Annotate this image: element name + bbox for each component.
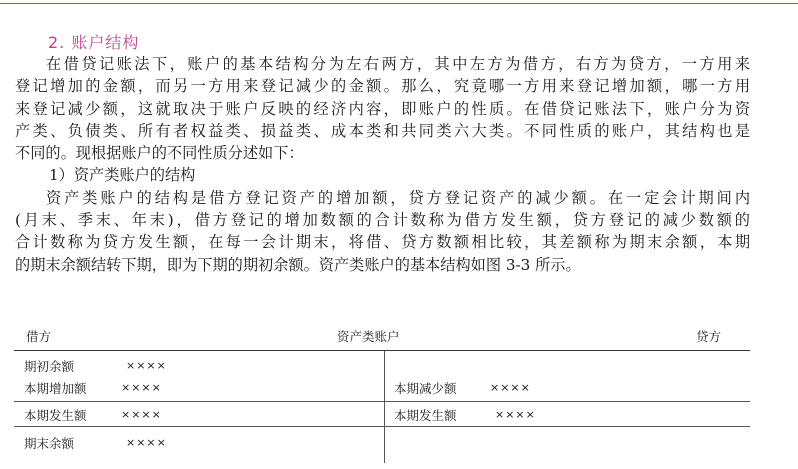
closing-balance-label: 期末余额 [24,436,75,451]
paragraph-line: (月末、季末、年末)，借方登记的增加数额的合计数称为借方发生额，贷方登记的减少数额的 [15,211,750,230]
paragraph-line: 来登记减少额，这就取决于账户反映的经济内容，即账户的性质。在借贷记账法下，账户分为资 [15,99,750,118]
section-title: 2. 账户结构 [48,33,140,52]
debit-turnover-label: 本期发生额 [24,408,87,423]
paragraph-line: 资产类账户的结构是借方登记资产的增加额，贷方登记资产的减少额。在一定会计期间内 [46,188,750,207]
paragraph-line: 的期末余额结转下期，即为下期的期初余额。资产类账户的基本结构如图 3-3 所示。 [15,255,581,274]
row-divider [14,401,750,402]
row-divider [14,426,750,427]
paragraph-line: 产类、负债类、所有者权益类、损益类、成本类和共同类六大类。不同性质的账户，其结构也是 [15,121,750,140]
credit-label: 贷方 [696,329,722,344]
body-text [15,53,750,276]
credit-turnover-amount: ×××× [495,408,536,421]
center-divider [384,351,385,463]
paragraph-line: 不同的。现根据账户的不同性质分述如下： [15,144,304,163]
subheading: 1）资产类账户的结构 [49,166,196,185]
opening-balance-amount: ×××× [126,359,167,372]
paragraph-line: 登记增加的金额，而另一方用来登记减少的金额。那么，究竟哪一方用来登记增加额，哪一方用 [15,77,750,96]
top-rule [0,3,798,4]
paragraph-line: 合计数称为贷方发生额，在每一会计期末，将借、贷方数额相比较，其差额称为期末余额，本期 [15,233,750,252]
decrease-label: 本期减少额 [394,381,457,396]
debit-label: 借方 [26,329,52,344]
paragraph-line: 在借贷记账法下，账户的基本结构分为左右两方，其中左方为借方，右方为贷方，一方用来 [46,55,750,73]
t-account-table [14,350,750,463]
closing-balance-amount: ×××× [126,436,167,449]
decrease-amount: ×××× [490,381,531,394]
credit-turnover-label: 本期发生额 [394,408,457,423]
opening-balance-label: 期初余额 [24,359,75,374]
increase-label: 本期增加额 [24,381,87,396]
account-title: 资产类账户 [337,329,400,344]
increase-amount: ×××× [121,381,162,394]
debit-turnover-amount: ×××× [121,408,162,421]
